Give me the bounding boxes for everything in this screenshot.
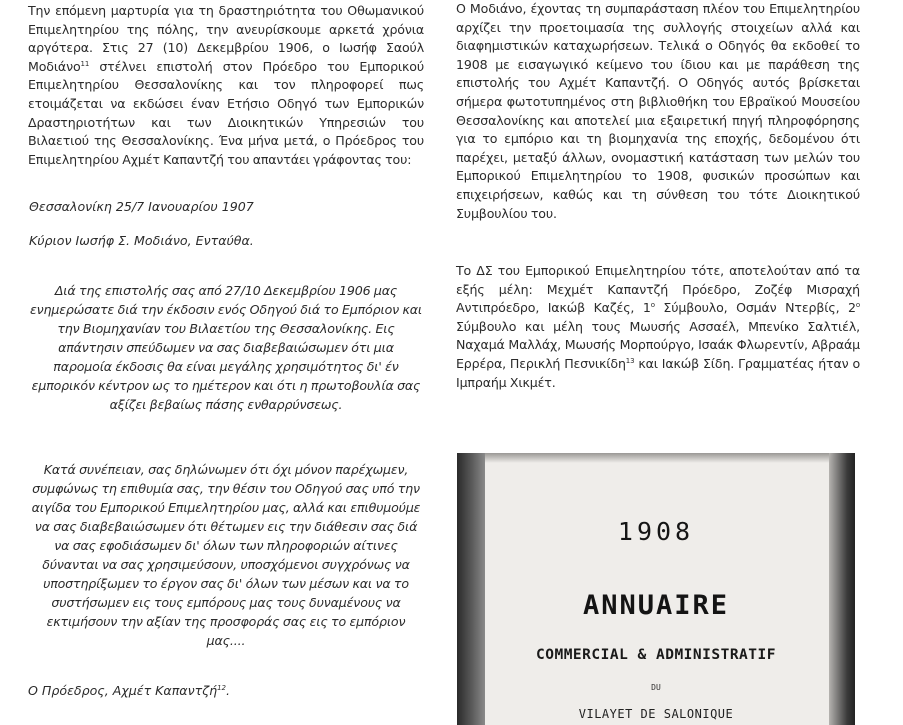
left-column <box>28 0 424 698</box>
board-text-a: Το ΔΣ του Εμπορικού Επιμελητηρίου τότε, αποτελούταν από τα εξής μέλη: Μεχμέτ Καπαντζή Πρόεδρο, Ζοζέφ Μισραχή Αντιπρόεδρο, Ιακώβ Καζές, 1 <box>456 263 860 316</box>
footnote-ref-13[interactable]: 13 <box>625 356 635 365</box>
right-column <box>456 0 860 390</box>
signature-text: Ο Πρόεδρος, Αχμέτ Καπαντζή <box>28 683 218 698</box>
cover-title: ANNUAIRE <box>582 590 730 621</box>
right-paragraph-2 <box>456 262 860 392</box>
cover-year: 1908 <box>617 517 695 546</box>
cover-vilayet: VILAYET DE SALONIQUE <box>578 707 734 721</box>
footnote-ref-12[interactable]: 12 <box>217 683 226 692</box>
ordinal-sup-1: ο <box>650 301 655 309</box>
letter-addressee: Κύριον Ιωσήφ Σ. Μοδιάνο, Ενταύθα. <box>29 233 254 248</box>
signature-end: . <box>225 683 230 698</box>
cover-subtitle: COMMERCIAL & ADMINISTRATIF <box>536 647 776 663</box>
cover-du: DU <box>651 683 661 692</box>
letter-quote-2: Κατά συνέπειαν, σας δηλώνωμεν ότι όχι μόνον παρέχωμεν, συμφώνως τη επιθυμία σας, την θέσιν του Οδηγού σας υπό την αιγίδα του Εμπορικού Επιμελητηρίου μας, αλλά και επιθυμούμε να σας διαβεβαιώσωμεν ότι θέτωμεν εις την διάθεσιν σας διά να σας εφοδιάσωμεν δι' όλων των πληροφοριών αίτινες δύνανται να σας χρησιμεύσουν, υποσχόμενοι συγχρόνως να υποστηρίξωμεν το έργον σας δι' όλων των μέσων και να το συστήσωμεν εις τους εμπόρους μας τους δυναμένους να εκτιμήσουν την αξίαν της προσφοράς σας εις το εμπόριον μας.... <box>31 462 421 648</box>
cover-top-shadow <box>485 453 829 463</box>
letter-date: Θεσσαλονίκη 25/7 Ιανουαρίου 1907 <box>29 199 254 214</box>
footnote-ref-11[interactable]: 11 <box>80 59 90 68</box>
intro-text-a: Την επόμενη μαρτυρία για τη δραστηριότητα του Οθωμανικού Επιμελητηρίου της πόλης, την ανευρίσκουμε αρκετά χρόνια αργότερα. Στις 27 (10) Δεκεμβρίου 1906, ο Ιωσήφ Σαούλ Μοδιάνο <box>28 3 424 74</box>
intro-paragraph <box>28 2 424 169</box>
right-paragraph-1: Ο Μοδιάνο, έχοντας τη συμπαράσταση πλέον του Επιμελητηρίου αρχίζει την προετοιμασία της συλλογής στοιχείων αλλά και διαφημιστικών καταχωρήσεων. Τελικά ο Οδηγός θα εκδοθεί το 1908 με εισαγωγικό κείμενο του ίδιου και με παράθεση της επιστολής του Αχμέτ Καπαντζή. Ο Οδηγός αυτός βρίσκεται σήμερα φωτοτυπημένος στη βιβλιοθήκη του Εβραϊκού Μουσείου Θεσσαλονίκης και αποτελεί μια εξαιρετική πηγή πληροφόρησης για το εμπόριο και τη βιομηχανία της εποχής, δεδομένου ότι παρέχει, μεταξύ άλλων, ονομαστική κατάσταση των μελών του Εμπορικού Επιμελητηρίου το 1908, φυσικών προσώπων και επιχειρήσεων, καθώς και τη σύνθεση του τότε Διοικητικού Συμβουλίου του. <box>456 1 860 221</box>
board-text-b: Σύμβουλο, Οσμάν Ντερβίς, 2 <box>654 300 856 316</box>
annuaire-cover-image <box>457 453 855 725</box>
board-text-c: Σύμβουλο και μέλη τους Μωυσής Ασσαέλ, Μπενίκο Σαλτιέλ, Ναχαμά Μαλλάχ, Μωυσής Μορπούργο, Ισαάκ Φλωρεντίν, Αβραάμ Ερρέρα, Περικλή Πεσνικίδη <box>456 318 860 371</box>
ordinal-sup-2: ο <box>855 301 860 309</box>
letter-signature <box>28 682 230 701</box>
intro-text-b: στέλνει επιστολή στον Πρόεδρο του Εμπορικού Επιμελητηρίου Θεσσαλονίκης και τον πληροφορεί πως ετοιμάζεται να εκδώσει έναν Ετήσιο Οδηγό των Εμπορικών Δραστηριοτήτων και των Διοικητικών Υπηρεσιών του Βιλαετιού της Θεσσαλονίκης. Ένα μήνα μετά, ο Πρόεδρος του Επιμελητηρίου Αχμέτ Καπαντζή του απαντάει γράφοντας του: <box>28 58 424 167</box>
letter-quote-1: Διά της επιστολής σας από 27/10 Δεκεμβρίου 1906 μας ενημερώσατε διά την έκδοσιν ενός Οδηγού διά το Εμπόριον και την Βιομηχανίαν του Βιλαετίου της Θεσσαλονίκης. Εις απάντησιν σπεύδωμεν να σας διαβεβαιώσωμεν ότι μια παρομοία έκδοσις θα είναι μεγάλης χρησιμότητος δι' έν εμπορικόν κέντρον ως το ημέτερον και ότι η πρωτοβουλία σας αξίζει βεβαίως πάσης ενθαρρύνσεως. <box>30 283 422 412</box>
board-text-d: και Ιακώβ Σίδη. Γραμματέας ήταν ο Ιμπραήμ Χικμέτ. <box>456 355 860 390</box>
